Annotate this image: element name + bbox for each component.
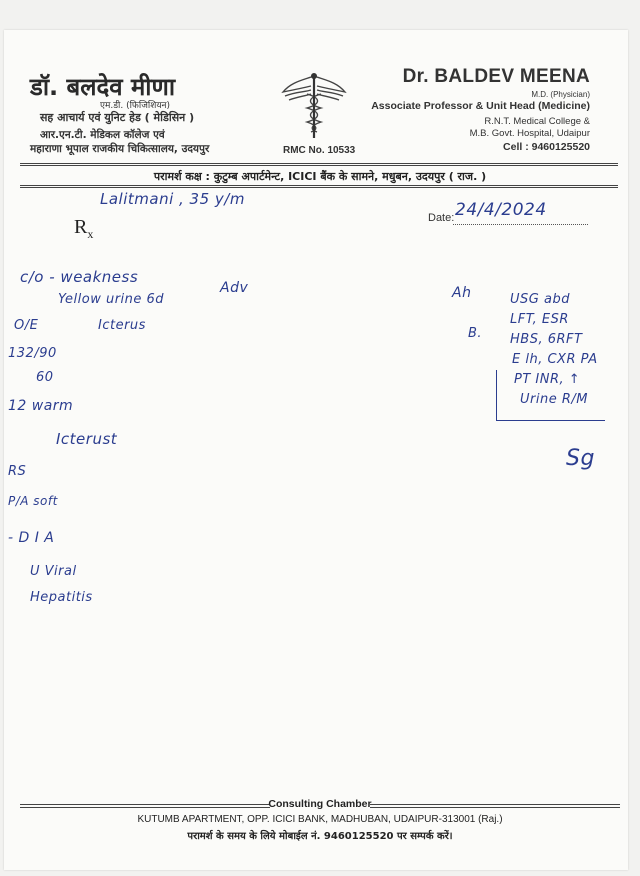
hw-note: Icterust [56,430,118,448]
hw-investigation: USG abd [510,292,570,307]
english-title: Associate Professor & Unit Head (Medicine) [371,100,590,112]
hw-exam: Icterus [98,318,146,333]
hw-note: Hepatitis [30,590,93,605]
footer-contact: परामर्श के समय के लिये मोबाईल नं. 9460125520 पर सम्पर्क करें। [187,831,453,842]
hw-investigation: LFT, ESR [510,312,569,327]
prescription-paper [4,30,628,870]
rmc-number: RMC No. 10533 [283,145,356,156]
hw-exam: O/E [14,318,39,333]
address-rule [20,187,618,188]
consult-address: परामर्श कक्ष : कुटुम्ब अपार्टमेन्ट, ICICI बैंक के सामने, मधुबन, उदयपुर ( राज. ) [153,170,487,183]
hw-adv: Adv [220,280,249,296]
footer-chamber: Consulting Chamber [268,798,372,810]
hw-signature: Sg [566,446,595,471]
header-rule [20,165,618,166]
hw-note: RS [8,464,27,479]
hindi-hospital: महाराणा भूपाल राजकीय चिकित्सालय, उदयपुर [30,143,210,155]
hw-complaint: Yellow urine 6d [58,292,165,307]
hw-investigation: E lh, CXR PA [512,352,598,367]
caduceus-logo-icon [281,70,347,140]
hw-date: 24/4/2024 [455,200,547,220]
hw-investigation: HBS, 6RFT [510,332,583,347]
hw-note: P/A soft [8,494,58,508]
hw-complaint: c/o - weakness [20,268,139,286]
rx-subscript: x [87,227,94,241]
english-hospital: M.B. Govt. Hospital, Udaipur [469,128,590,139]
hw-bp: 60 [36,370,54,385]
english-doctor-name: Dr. BALDEV MEENA [402,66,590,87]
date-line [453,224,588,225]
address-rule [20,185,618,186]
hindi-title: सह आचार्य एवं युनिट हेड ( मेडिसिन ) [40,111,195,124]
english-cell: Cell : 9460125520 [503,141,590,153]
hw-note: - D I A [8,530,55,546]
hw-investigation: PT INR, ↑ [514,372,581,387]
hindi-college: आर.एन.टी. मेडिकल कॉलेज एवं [40,129,165,141]
rx-symbol [74,216,93,242]
english-degree: M.D. (Physician) [531,90,590,99]
hindi-degree: एम.डी. (फिजिशियन) [100,101,171,111]
hw-bp: 132/90 [8,346,57,361]
hw-investigation-label: B. [468,326,483,341]
hindi-doctor-name: डॉ. बलदेव मीणा [30,73,176,101]
english-college: R.N.T. Medical College & [484,116,590,127]
date-label: Date: [428,212,455,224]
hw-ah: Ah [452,285,472,301]
hw-bracket [496,370,605,421]
footer-address: KUTUMB APARTMENT, OPP. ICICI BANK, MADHUBAN, UDAIPUR-313001 (Raj.) [137,814,503,825]
hw-investigation: Urine R/M [520,392,588,407]
hw-patient: Lalitmani , 35 y/m [100,190,245,208]
hw-pulse: 12 warm [8,398,74,414]
hw-note: U Viral [30,564,77,579]
rx-letter: R [74,216,88,238]
header-rule [20,163,618,164]
